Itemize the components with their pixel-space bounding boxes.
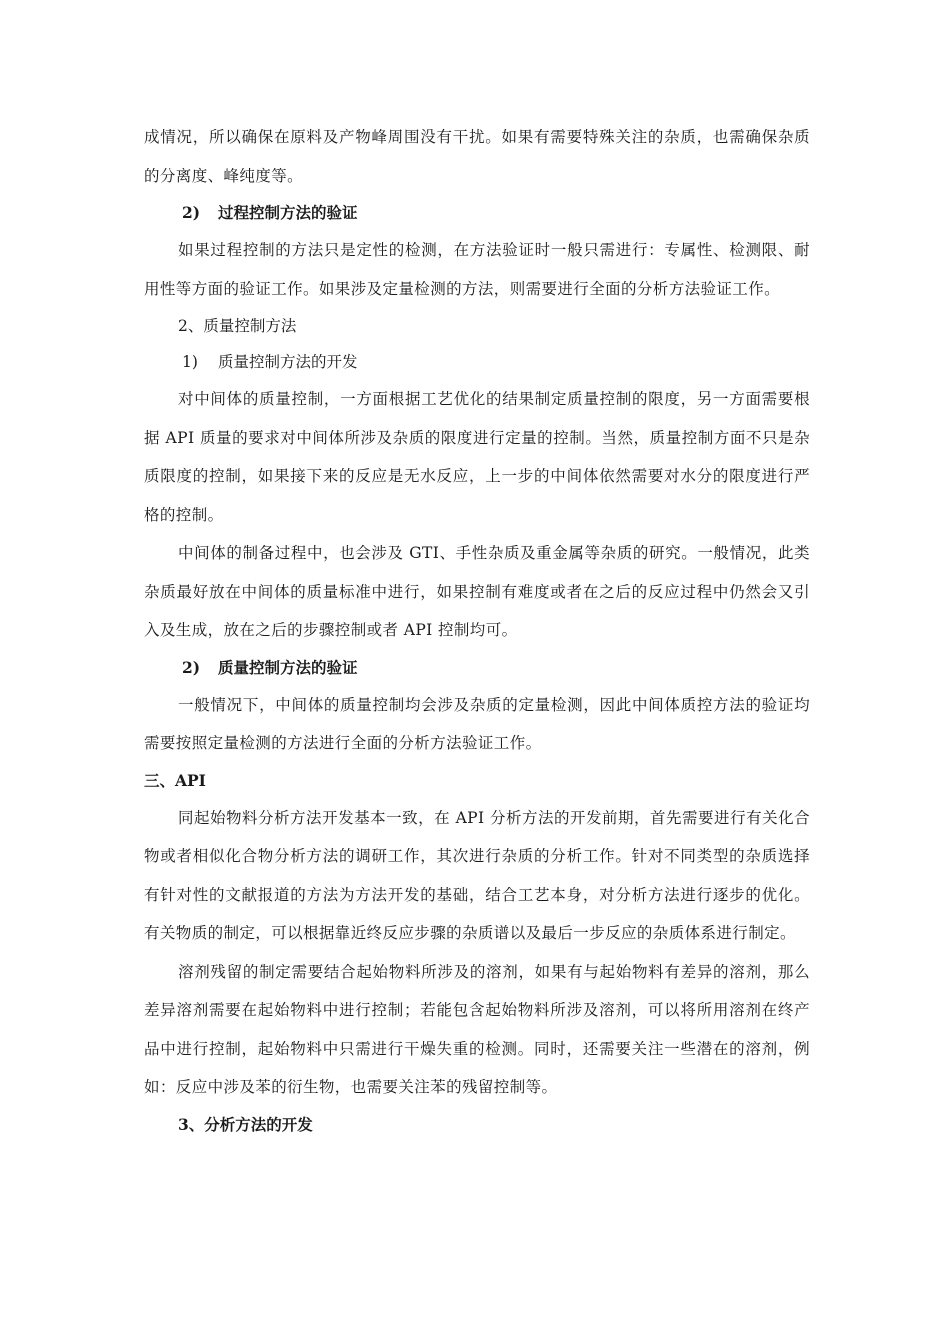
- paragraph-intro: 成情况，所以确保在原料及产物峰周围没有干扰。如果有需要特殊关注的杂质，也需确保杂质的分离度、峰纯度等。: [144, 128, 810, 185]
- heading-text: 质量控制方法的验证: [218, 657, 358, 677]
- document-page: [144, 118, 810, 1143]
- heading-number: 2): [182, 657, 201, 677]
- heading-analytical-method-development: 3、分析方法的开发: [178, 1114, 313, 1134]
- heading-api-section: 三、API: [144, 770, 206, 790]
- paragraph-intermediate-qc: 对中间体的质量控制，一方面根据工艺优化的结果制定质量控制的限度，另一方面需要根据 API 质量的要求对中间体所涉及杂质的限度进行定量的控制。当然，质量控制方面不只是杂质限度的控制，如果接下来的反应是无水反应，上一步的中间体依然需要对水分的限度进行严格的控制。: [144, 390, 810, 524]
- heading-qc-method-development: [144, 344, 810, 380]
- heading-number: 2): [182, 203, 201, 222]
- heading-text: 过程控制方法的验证: [218, 203, 358, 222]
- heading-number: 1): [182, 353, 198, 371]
- heading-qc-method-validation: [144, 650, 810, 686]
- heading-process-control-validation: [144, 195, 810, 231]
- paragraph-gti-impurities: 中间体的制备过程中，也会涉及 GTI、手性杂质及重金属等杂质的研究。一般情况，此类杂质最好放在中间体的质量标准中进行，如果控制有难度或者在之后的反应过程中仍然会又引入及生成，放在之后的步骤控制或者 API 控制均可。: [144, 544, 810, 639]
- paragraph-qc-validation: 一般情况下，中间体的质量控制均会涉及杂质的定量检测，因此中间体质控方法的验证均需要按照定量检测的方法进行全面的分析方法验证工作。: [144, 695, 810, 752]
- paragraph-residual-solvents: 溶剂残留的制定需要结合起始物料所涉及的溶剂，如果有与起始物料有差异的溶剂，那么差异溶剂需要在起始物料中进行控制；若能包含起始物料所涉及溶剂，可以将所用溶剂在终产品中进行控制，起始物料中只需进行干燥失重的检测。同时，还需要关注一些潜在的溶剂，例如：反应中涉及苯的衍生物，也需要关注苯的残留控制等。: [144, 962, 810, 1096]
- paragraph-process-validation: 如果过程控制的方法只是定性的检测，在方法验证时一般只需进行：专属性、检测限、耐用性等方面的验证工作。如果涉及定量检测的方法，则需要进行全面的分析方法验证工作。: [144, 241, 810, 298]
- heading-text: 质量控制方法的开发: [218, 353, 358, 371]
- heading-quality-control-methods: 2、质量控制方法: [178, 317, 297, 335]
- paragraph-api-development: 同起始物料分析方法开发基本一致，在 API 分析方法的开发前期，首先需要进行有关化合物或者相似化合物分析方法的调研工作，其次进行杂质的分析工作。针对不同类型的杂质选择有针对性的文献报道的方法为方法开发的基础，结合工艺本身，对分析方法进行逐步的优化。有关物质的制定，可以根据靠近终反应步骤的杂质谱以及最后一步反应的杂质体系进行制定。: [144, 808, 810, 942]
